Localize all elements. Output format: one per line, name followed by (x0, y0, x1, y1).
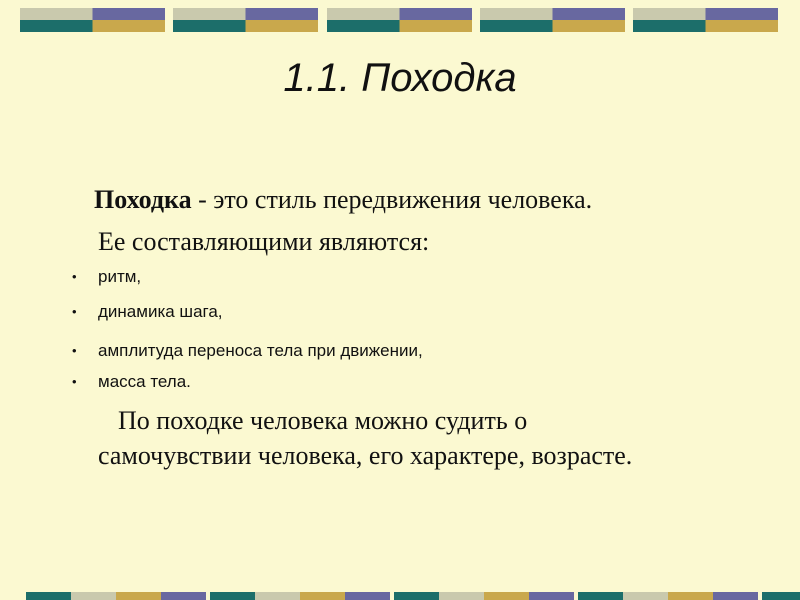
tile-segment (484, 592, 529, 600)
tile-quadrant (20, 8, 93, 20)
tile-segment (161, 592, 206, 600)
bullet-text: динамика шага, (98, 302, 223, 321)
bullet-icon: • (72, 374, 77, 389)
tile-quadrant (327, 8, 400, 20)
tile-segment (116, 592, 161, 600)
tile-segment (210, 592, 255, 600)
tile-segment (668, 592, 713, 600)
top-decorative-band (0, 0, 800, 40)
tile-quadrant (633, 8, 706, 20)
tile-segment (762, 592, 800, 600)
tile-quadrant (553, 8, 626, 20)
bullet-icon: • (72, 304, 77, 319)
tile-quadrant (20, 20, 93, 32)
tile-segment (71, 592, 116, 600)
tile-segment (439, 592, 484, 600)
conclusion-text: По походке человека можно судить о самочувствии человека, его характере, возрасте. (98, 406, 633, 470)
tile-segment (345, 592, 390, 600)
tile-quadrant (400, 20, 473, 32)
tile-quadrant (706, 20, 779, 32)
definition-term: Походка (94, 185, 192, 214)
definition-text: - это стиль передвижения человека. (191, 185, 593, 214)
bullet-icon: • (72, 269, 77, 284)
bullet-icon: • (72, 343, 77, 358)
tile-quadrant (327, 20, 400, 32)
tile-quadrant (400, 8, 473, 20)
tile-quadrant (553, 20, 626, 32)
tile-segment (394, 592, 439, 600)
tile-segment (300, 592, 345, 600)
bullet-text: амплитуда переноса тела при движении, (98, 341, 423, 360)
tile-quadrant (93, 8, 166, 20)
tile-quadrant (173, 20, 246, 32)
tile-segment (529, 592, 574, 600)
bottom-decorative-band (0, 590, 800, 600)
tile-quadrant (633, 20, 706, 32)
definition-line (94, 185, 592, 215)
tile-quadrant (173, 8, 246, 20)
conclusion-paragraph (98, 403, 658, 473)
tile-segment (578, 592, 623, 600)
tile-quadrant (93, 20, 166, 32)
tile-segment (26, 592, 71, 600)
tile-segment (713, 592, 758, 600)
bullet-text: масса тела. (98, 372, 191, 391)
tile-quadrant (246, 20, 319, 32)
tile-quadrant (480, 8, 553, 20)
tile-quadrant (480, 20, 553, 32)
components-intro: Ее составляющими являются: (98, 227, 430, 256)
tile-quadrant (706, 8, 779, 20)
tile-segment (623, 592, 668, 600)
tile-segment (255, 592, 300, 600)
slide-title: 1.1. Походка (283, 56, 517, 100)
bullet-text: ритм, (98, 267, 142, 286)
tile-quadrant (246, 8, 319, 20)
